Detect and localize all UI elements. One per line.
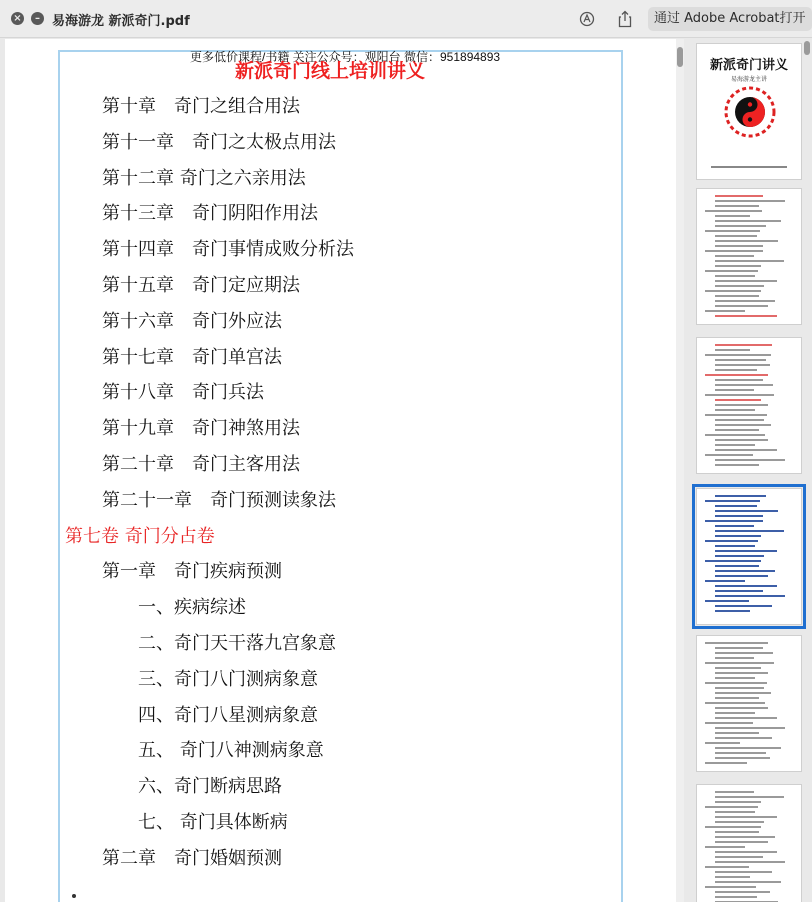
close-icon[interactable]: × bbox=[11, 12, 24, 25]
thumbnail-text-line bbox=[715, 315, 777, 317]
thumbnail-text-line bbox=[715, 881, 781, 883]
pdf-viewer[interactable] bbox=[5, 39, 684, 902]
thumbnail-text-line bbox=[715, 717, 777, 719]
thumbnail-text-line bbox=[715, 535, 761, 537]
acrobat-icon[interactable] bbox=[576, 8, 598, 30]
thumbnail-text-line bbox=[715, 811, 755, 813]
thumbnail-text-line bbox=[715, 891, 770, 893]
thumbnail-text-line bbox=[715, 379, 763, 381]
thumbnail-text-line bbox=[705, 600, 749, 602]
toc-section: 三、奇门八门测病象意 bbox=[138, 668, 318, 690]
thumbnail-text-line bbox=[705, 454, 753, 456]
thumbnail-text-line bbox=[715, 677, 755, 679]
thumbnail-text-line bbox=[715, 255, 754, 257]
toc-chapter: 第十九章 奇门神煞用法 bbox=[102, 418, 300, 440]
thumbnail-text-line bbox=[715, 225, 766, 227]
thumbnail-text-line bbox=[715, 240, 778, 242]
thumbnail-text-line bbox=[715, 364, 770, 366]
thumbnail-text-line bbox=[715, 389, 754, 391]
thumbnail-text-line bbox=[715, 575, 768, 577]
thumbnail-text-line bbox=[705, 290, 761, 292]
page-thumbnail-selected[interactable] bbox=[696, 488, 802, 625]
thumbnail-text-line bbox=[705, 722, 753, 724]
thumbnail-text-line bbox=[715, 565, 759, 567]
thumbnail-text-line bbox=[705, 580, 745, 582]
thumbnail-text-line bbox=[705, 866, 749, 868]
thumbnail-text-line bbox=[715, 444, 755, 446]
thumbnail-text-line bbox=[715, 747, 781, 749]
thumbnail-text-line bbox=[715, 672, 768, 674]
thumbnail-text-line bbox=[705, 270, 758, 272]
thumbnail-text-line bbox=[715, 816, 777, 818]
thumbnail-text-line bbox=[715, 530, 784, 532]
toc-chapter: 第十二章 奇门之六亲用法 bbox=[102, 167, 306, 189]
thumbnail-text-line bbox=[705, 230, 760, 232]
thumbnail-text-line bbox=[715, 449, 777, 451]
thumbnail-text-line bbox=[705, 662, 774, 664]
thumbnail-text-line bbox=[705, 826, 761, 828]
thumbnail-text-line bbox=[715, 712, 755, 714]
page-thumbnail[interactable] bbox=[696, 784, 802, 902]
thumbnail-text-line bbox=[715, 404, 768, 406]
thumbnail-text-line bbox=[715, 667, 761, 669]
thumbnail-text-line bbox=[715, 737, 772, 739]
main-scrollbar-thumb[interactable] bbox=[677, 47, 683, 67]
thumbnail-text-line bbox=[715, 687, 764, 689]
thumbnail-text-line bbox=[715, 732, 759, 734]
toc-chapter: 第十六章 奇门外应法 bbox=[102, 310, 282, 332]
thumbnail-text-line bbox=[715, 841, 768, 843]
thumbnail-text-line bbox=[715, 300, 775, 302]
thumbnail-text-line bbox=[705, 520, 763, 522]
thumbnail-text-line bbox=[715, 856, 763, 858]
thumbnail-text-line bbox=[715, 707, 768, 709]
thumbnail-text-line bbox=[715, 215, 750, 217]
page-thumbnail[interactable] bbox=[696, 43, 802, 180]
thumbnail-text-line bbox=[705, 702, 765, 704]
thumbnail-text-line bbox=[705, 354, 771, 356]
thumbnail-text-line bbox=[715, 419, 764, 421]
thumbnail-text-line bbox=[715, 697, 759, 699]
thumbnail-text-line bbox=[715, 510, 778, 512]
window-title: 易海游龙 新派奇门.pdf bbox=[52, 14, 190, 29]
thumbnail-text-lines bbox=[705, 791, 793, 902]
thumbnail-text-line bbox=[715, 220, 781, 222]
toc-chapter: 第一章 奇门疾病预测 bbox=[102, 561, 282, 583]
thumbnail-text-line bbox=[715, 652, 773, 654]
toc-chapter: 第二十一章 奇门预测读象法 bbox=[102, 489, 336, 511]
minimize-icon[interactable]: – bbox=[31, 12, 44, 25]
thumbnail-cover-subtitle: 易海游龙主讲 bbox=[730, 76, 767, 83]
thumbnail-text-line bbox=[705, 310, 745, 312]
open-in-acrobat-button[interactable]: 通过 Adobe Acrobat打开 bbox=[648, 7, 812, 31]
toc-chapter: 第十一章 奇门之太极点用法 bbox=[102, 131, 336, 153]
thumbnail-text-line bbox=[705, 682, 767, 684]
page-thumbnail[interactable] bbox=[696, 337, 802, 474]
thumbnail-text-line bbox=[715, 801, 761, 803]
thumbnail-text-line bbox=[705, 560, 761, 562]
thumbnail-text-line bbox=[715, 349, 750, 351]
toc-section: 七、 奇门具体断病 bbox=[138, 812, 288, 833]
thumbnail-text-line bbox=[715, 525, 754, 527]
thumbnail-text-line bbox=[715, 896, 757, 898]
thumbnail-sidebar[interactable] bbox=[690, 39, 812, 902]
thumbnail-text-line bbox=[715, 791, 754, 793]
thumbnail-text-line bbox=[705, 500, 760, 502]
thumbnail-text-line bbox=[705, 434, 765, 436]
toc-volume-heading: 第七卷 奇门分占卷 bbox=[65, 525, 215, 547]
thumbnail-text-lines bbox=[705, 642, 793, 765]
thumbnail-text-lines bbox=[705, 344, 793, 467]
thumbnail-text-line bbox=[715, 657, 754, 659]
toc-chapter: 第二章 奇门婚姻预测 bbox=[102, 847, 282, 869]
page-thumbnail[interactable] bbox=[696, 188, 802, 325]
thumbnail-text-line bbox=[715, 647, 763, 649]
thumbnail-text-line bbox=[715, 757, 770, 759]
thumbnail-text-line bbox=[715, 585, 777, 587]
thumbnail-text-line bbox=[715, 280, 777, 282]
share-icon[interactable] bbox=[614, 8, 636, 30]
thumbnail-text-line bbox=[705, 762, 747, 764]
thumbnail-text-line bbox=[715, 429, 759, 431]
thumbnail-text-line bbox=[715, 344, 772, 346]
pdf-page bbox=[5, 39, 676, 902]
thumbnail-text-lines bbox=[705, 195, 793, 318]
thumbnail-text-line bbox=[715, 692, 771, 694]
thumbnail-text-line bbox=[715, 861, 785, 863]
toc-chapter: 第十五章 奇门定应期法 bbox=[102, 275, 300, 296]
thumbnail-text-line bbox=[715, 876, 750, 878]
thumbnail-text-line bbox=[715, 836, 775, 838]
thumbnail-text-line bbox=[705, 250, 763, 252]
toc-chapter: 第十七章 奇门单宫法 bbox=[102, 346, 282, 368]
thumbnail-text-line bbox=[715, 275, 755, 277]
thumbnail-text-line bbox=[705, 742, 740, 744]
page-header-text: 更多低价课程/书籍 关注公众号：观阳台 微信：951894893 bbox=[190, 50, 501, 64]
thumbnail-text-line bbox=[715, 195, 763, 197]
title-bar bbox=[0, 0, 812, 38]
thumbnail-text-line bbox=[715, 727, 785, 729]
thumbnail-text-line bbox=[715, 200, 785, 202]
page-heading: 新派奇门线上培训讲义 bbox=[235, 60, 426, 82]
toc-chapter: 第十四章 奇门事情成败分析法 bbox=[102, 239, 354, 261]
thumbnail-text-line bbox=[715, 384, 773, 386]
thumbnail-text-line bbox=[715, 550, 777, 552]
toc-section: 五、 奇门八神测病象意 bbox=[138, 740, 324, 762]
thumbnail-text-line bbox=[715, 851, 777, 853]
thumbnail-text-line bbox=[715, 464, 759, 466]
thumbnail-text-line bbox=[705, 540, 758, 542]
toc-section: 一、疾病综述 bbox=[138, 597, 246, 619]
page-thumbnail[interactable] bbox=[696, 635, 802, 772]
thumbnail-text-line bbox=[715, 265, 761, 267]
thumbnail-text-lines bbox=[705, 495, 793, 618]
toc-chapter: 第十八章 奇门兵法 bbox=[102, 382, 264, 404]
thumbnail-text-line bbox=[715, 555, 764, 557]
page-mark bbox=[72, 894, 76, 898]
thumbnail-text-line bbox=[715, 821, 764, 823]
thumbnail-text-line bbox=[715, 359, 766, 361]
thumbnail-text-line bbox=[715, 295, 759, 297]
yin-yang-icon bbox=[724, 86, 776, 138]
thumbnail-text-line bbox=[715, 595, 785, 597]
thumbnail-text-line bbox=[705, 642, 768, 644]
toc-chapter: 第十章 奇门之组合用法 bbox=[102, 96, 300, 117]
thumbnail-text-line bbox=[715, 459, 785, 461]
thumbnail-text-line bbox=[715, 871, 772, 873]
thumbnail-text-line bbox=[715, 205, 759, 207]
thumbnail-text-line bbox=[715, 545, 755, 547]
toc-chapter: 第二十章 奇门主客用法 bbox=[102, 454, 300, 475]
thumbnail-cover-footer bbox=[711, 166, 787, 168]
thumbnail-text-line bbox=[715, 590, 763, 592]
thumbnail-text-line bbox=[715, 831, 759, 833]
toc-section: 四、奇门八星测病象意 bbox=[138, 704, 318, 726]
thumbnail-text-line bbox=[715, 752, 766, 754]
thumbnail-text-line bbox=[715, 515, 763, 517]
main-scrollbar[interactable] bbox=[676, 39, 684, 902]
thumbnail-text-line bbox=[715, 505, 757, 507]
thumbnail-text-line bbox=[715, 495, 766, 497]
thumbnail-text-line bbox=[705, 414, 767, 416]
thumbnail-text-line bbox=[715, 235, 757, 237]
thumbnail-text-line bbox=[715, 424, 771, 426]
thumbnail-text-line bbox=[715, 285, 764, 287]
thumbnail-text-line bbox=[715, 245, 763, 247]
thumbnail-cover-title: 新派奇门讲义 bbox=[709, 58, 788, 73]
thumbnail-text-line bbox=[715, 570, 775, 572]
thumbnail-text-line bbox=[715, 409, 755, 411]
sidebar-scrollbar-thumb[interactable] bbox=[804, 41, 810, 55]
thumbnail-text-line bbox=[715, 399, 761, 401]
toc-section: 二、奇门天干落九宫象意 bbox=[138, 633, 336, 654]
thumbnail-text-line bbox=[705, 374, 768, 376]
thumbnail-text-line bbox=[715, 605, 772, 607]
thumbnail-text-line bbox=[715, 610, 750, 612]
thumbnail-text-line bbox=[715, 260, 784, 262]
thumbnail-text-line bbox=[705, 394, 774, 396]
thumbnail-text-line bbox=[705, 886, 756, 888]
toc-chapter: 第十三章 奇门阴阳作用法 bbox=[102, 203, 318, 225]
thumbnail-text-line bbox=[715, 305, 768, 307]
thumbnail-text-line bbox=[715, 369, 757, 371]
thumbnail-text-line bbox=[705, 806, 758, 808]
thumbnail-text-line bbox=[705, 846, 745, 848]
toc-section: 六、奇门断病思路 bbox=[138, 776, 282, 798]
thumbnail-text-line bbox=[715, 439, 768, 441]
thumbnail-text-line bbox=[705, 210, 762, 212]
thumbnail-text-line bbox=[715, 796, 784, 798]
